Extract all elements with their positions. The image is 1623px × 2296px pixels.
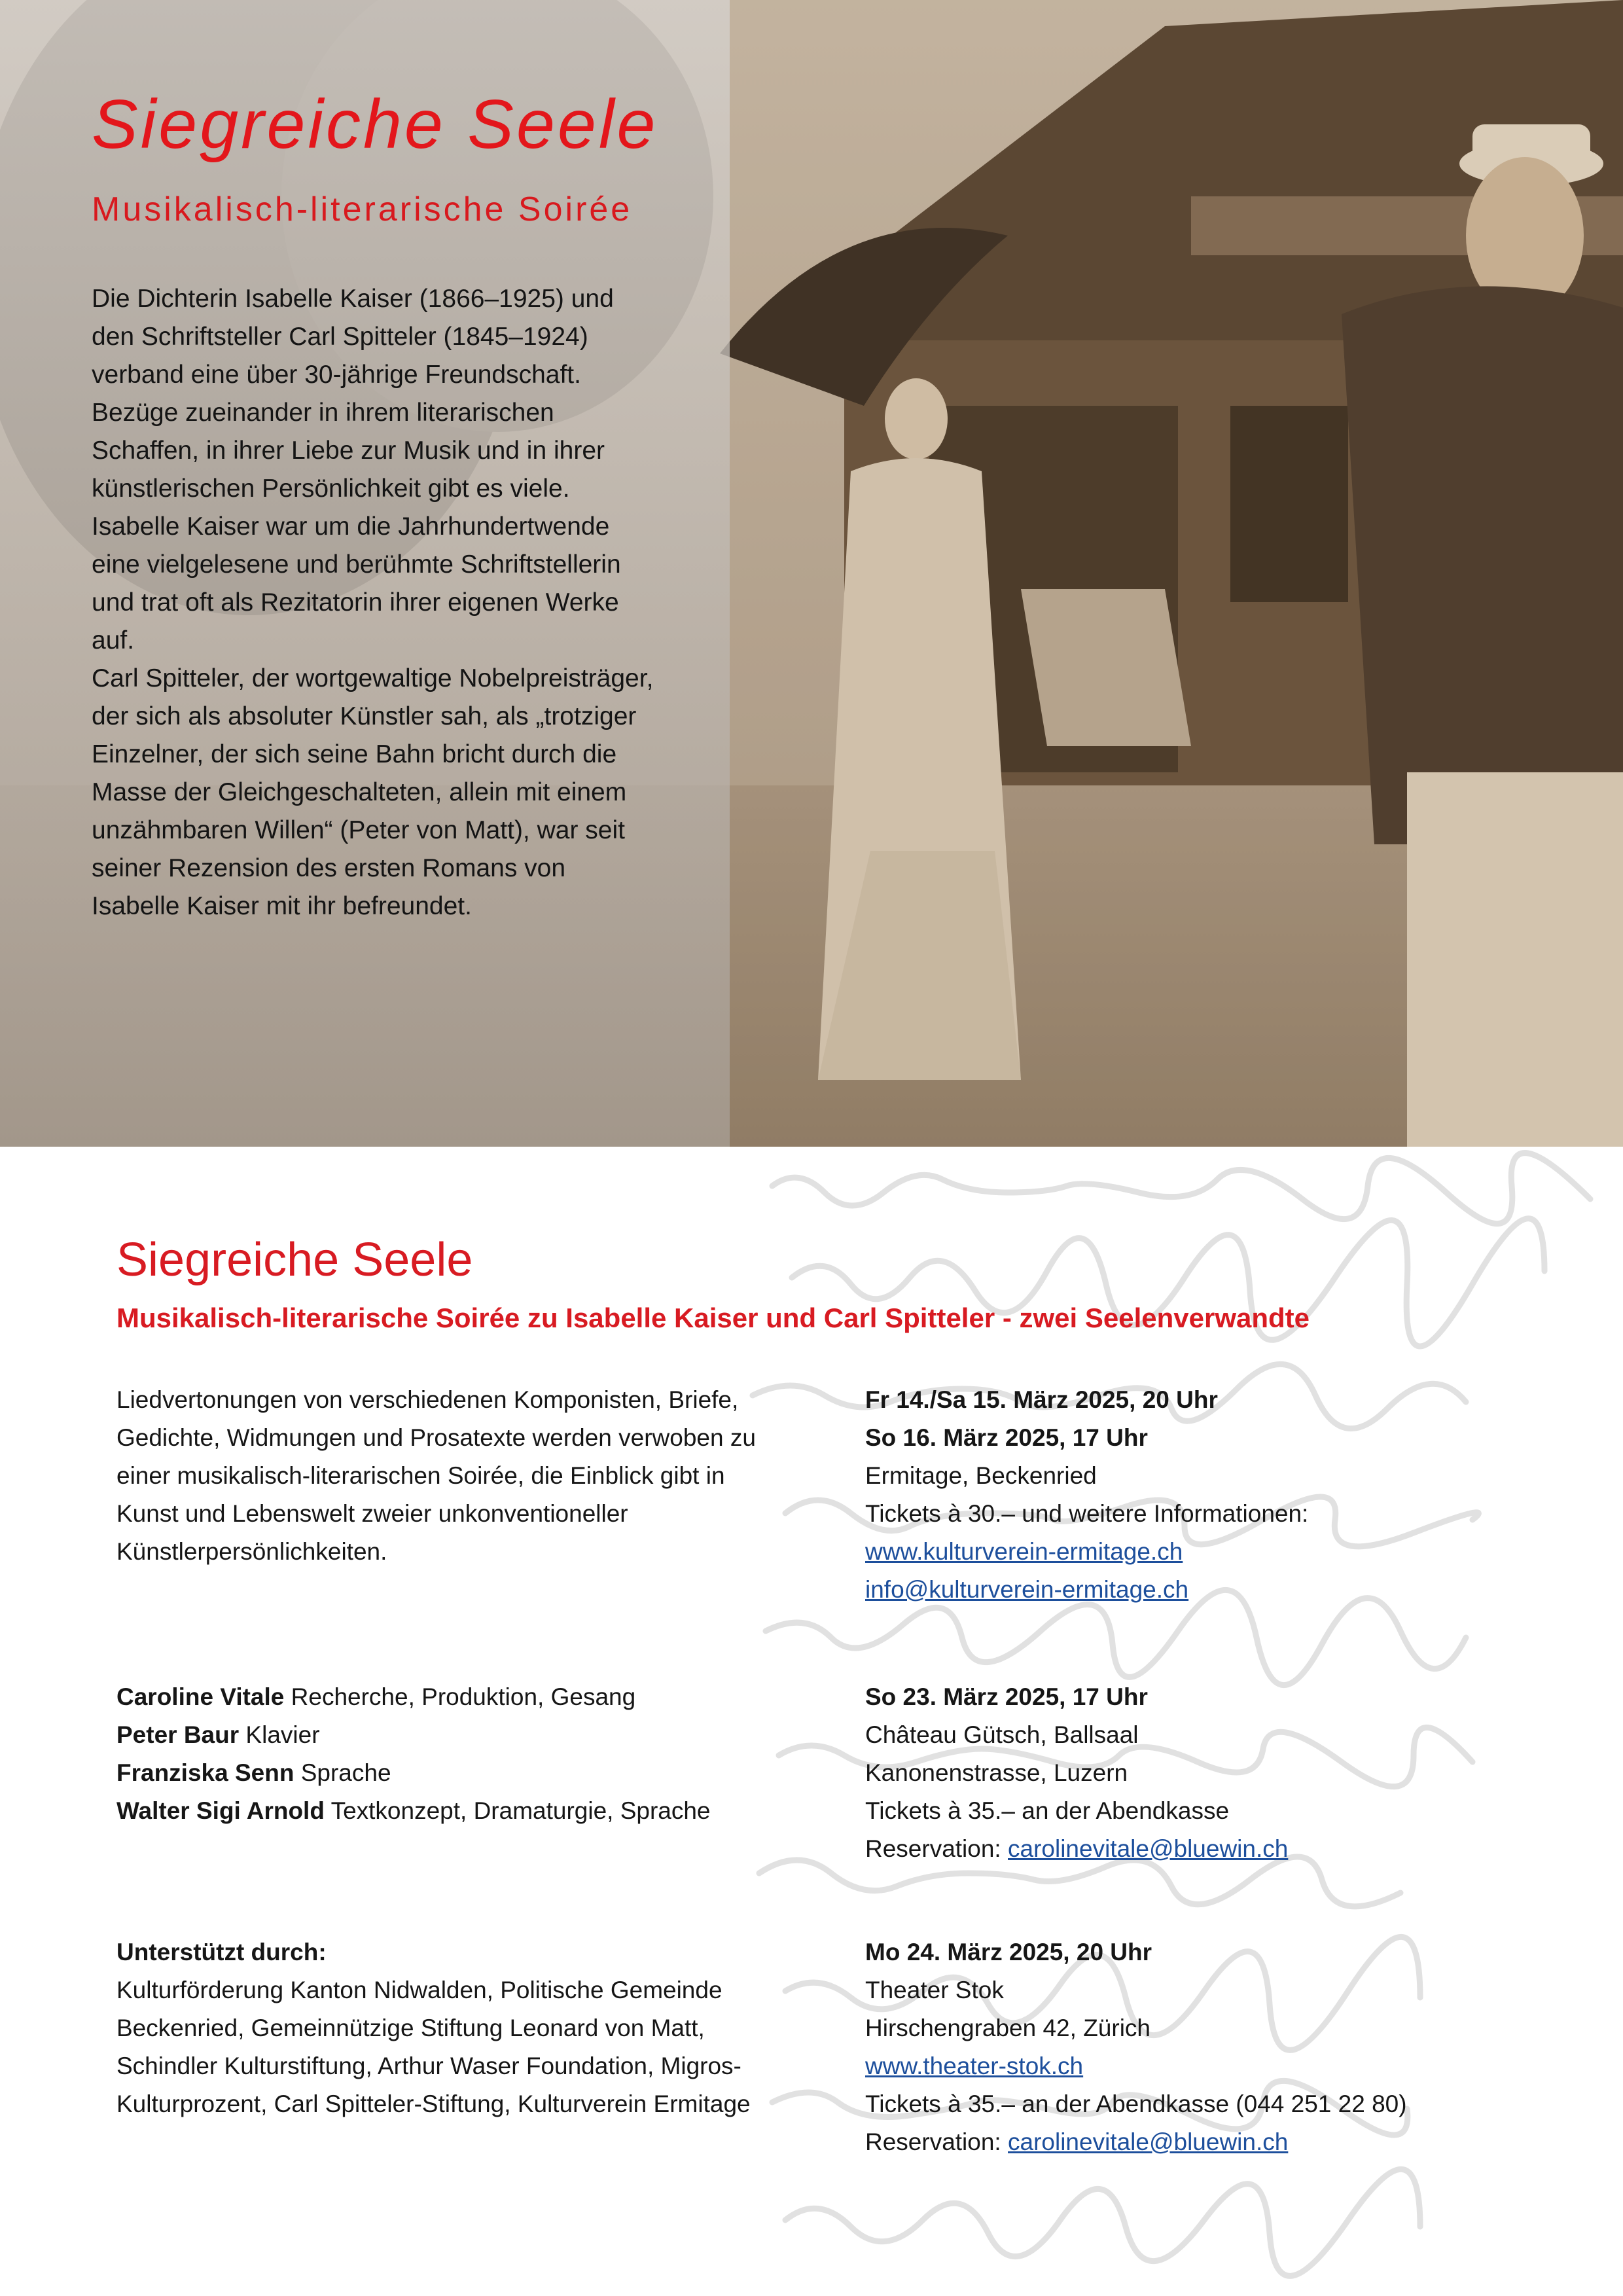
cast-role: Klavier bbox=[245, 1721, 320, 1748]
main-subtitle: Musikalisch-literarische Soirée zu Isabelle Kaiser und Carl Spitteler - zwei Seelenverwandte bbox=[116, 1302, 1310, 1333]
supporters-heading: Unterstützt durch: bbox=[116, 1939, 327, 1965]
event-tickets: Tickets à 30.– und weitere Informationen: bbox=[865, 1500, 1309, 1527]
main-title: Siegreiche Seele bbox=[116, 1234, 473, 1286]
event-website-link[interactable]: www.theater-stok.ch bbox=[865, 2053, 1084, 2079]
cast-item bbox=[116, 1792, 797, 1830]
hero-section bbox=[0, 0, 1623, 1147]
cast-item bbox=[116, 1678, 797, 1716]
event-tickets: Tickets à 35.– an der Abendkasse (044 251 22 80) bbox=[865, 2090, 1407, 2117]
event-venue: Theater Stok bbox=[865, 1977, 1004, 2003]
event-date: Fr 14./Sa 15. März 2025, 20 Uhr bbox=[865, 1386, 1218, 1413]
hero-title: Siegreiche Seele bbox=[92, 86, 658, 163]
event-venue: Château Gütsch, Ballsaal bbox=[865, 1721, 1139, 1748]
event-guetsch bbox=[865, 1678, 1585, 1868]
hero-body-text bbox=[92, 280, 654, 925]
event-date: So 16. März 2025, 17 Uhr bbox=[865, 1424, 1148, 1451]
cast-list bbox=[116, 1678, 797, 1830]
cast-name: Franziska Senn bbox=[116, 1759, 294, 1786]
hero-paragraph: Isabelle Kaiser war um die Jahrhundertwende eine vielgelesene und berühmte Schriftstellerin und trat oft als Rezitatorin ihrer eigenen Werke auf. bbox=[92, 512, 621, 655]
cast-role: Sprache bbox=[300, 1759, 391, 1786]
event-email-link[interactable]: info@kulturverein-ermitage.ch bbox=[865, 1576, 1189, 1603]
hero-paragraph: Die Dichterin Isabelle Kaiser (1866–1925) und den Schriftsteller Carl Spitteler (1845–1924) verband eine über 30-jährige Freundschaft. Bezüge zueinander in ihrem literarischen Schaffen, in ihrer Liebe zur Musik und in ihrer künstlerischen Persönlichkeit gibt es viele. bbox=[92, 285, 614, 503]
description-text: Liedvertonungen von verschiedenen Komponisten, Briefe, Gedichte, Widmungen und Prosatexte werden verwoben zu einer musikalisch-literarischen Soirée, die Einblick gibt in Kunst und Lebenswelt zweier unkonventioneller Künstlerpersönlichkeiten. bbox=[116, 1386, 756, 1565]
event-date: So 23. März 2025, 17 Uhr bbox=[865, 1683, 1148, 1710]
event-venue: Ermitage, Beckenried bbox=[865, 1462, 1097, 1489]
hero-paragraph: Carl Spitteler, der wortgewaltige Nobelpreisträger, der sich als absoluter Künstler sah, als „trotziger Einzelner, der sich seine Bahn bricht durch die Masse der Gleichgeschalteten, allein mit einem unzähmbaren Willen“ (Peter von Matt), war seit seiner Rezension des ersten Romans von Isabelle Kaiser mit ihr befreundet. bbox=[92, 664, 654, 920]
reservation-email-link[interactable]: carolinevitale@bluewin.ch bbox=[1008, 2128, 1289, 2155]
supporters-block bbox=[116, 1933, 771, 2123]
event-date: Mo 24. März 2025, 20 Uhr bbox=[865, 1939, 1152, 1965]
event-website-link[interactable]: www.kulturverein-ermitage.ch bbox=[865, 1538, 1183, 1565]
cast-role: Textkonzept, Dramaturgie, Sprache bbox=[330, 1797, 711, 1824]
cast-item bbox=[116, 1716, 797, 1754]
reservation-label: Reservation: bbox=[865, 1835, 1001, 1862]
cast-name: Walter Sigi Arnold bbox=[116, 1797, 325, 1824]
description-block bbox=[116, 1381, 771, 1571]
event-stok bbox=[865, 1933, 1585, 2161]
reservation-label: Reservation: bbox=[865, 2128, 1001, 2155]
cast-name: Caroline Vitale bbox=[116, 1683, 285, 1710]
cast-name: Peter Baur bbox=[116, 1721, 240, 1748]
hero-subtitle: Musikalisch-literarische Soirée bbox=[92, 190, 633, 228]
cast-role: Recherche, Produktion, Gesang bbox=[291, 1683, 636, 1710]
event-info-section bbox=[0, 1147, 1623, 2296]
event-address: Hirschengraben 42, Zürich bbox=[865, 2015, 1150, 2041]
event-ermitage bbox=[865, 1381, 1585, 1609]
event-tickets: Tickets à 35.– an der Abendkasse bbox=[865, 1797, 1230, 1824]
supporters-list: Kulturförderung Kanton Nidwalden, Politische Gemeinde Beckenried, Gemeinnützige Stiftung Leonard von Matt, Schindler Kulturstiftung, Arthur Waser Foundation, Migros-Kulturprozent, Carl Spitteler-Stiftung, Kulturverein Ermitage bbox=[116, 1977, 751, 2117]
event-address: Kanonenstrasse, Luzern bbox=[865, 1759, 1128, 1786]
cast-item bbox=[116, 1754, 797, 1792]
reservation-email-link[interactable]: carolinevitale@bluewin.ch bbox=[1008, 1835, 1289, 1862]
